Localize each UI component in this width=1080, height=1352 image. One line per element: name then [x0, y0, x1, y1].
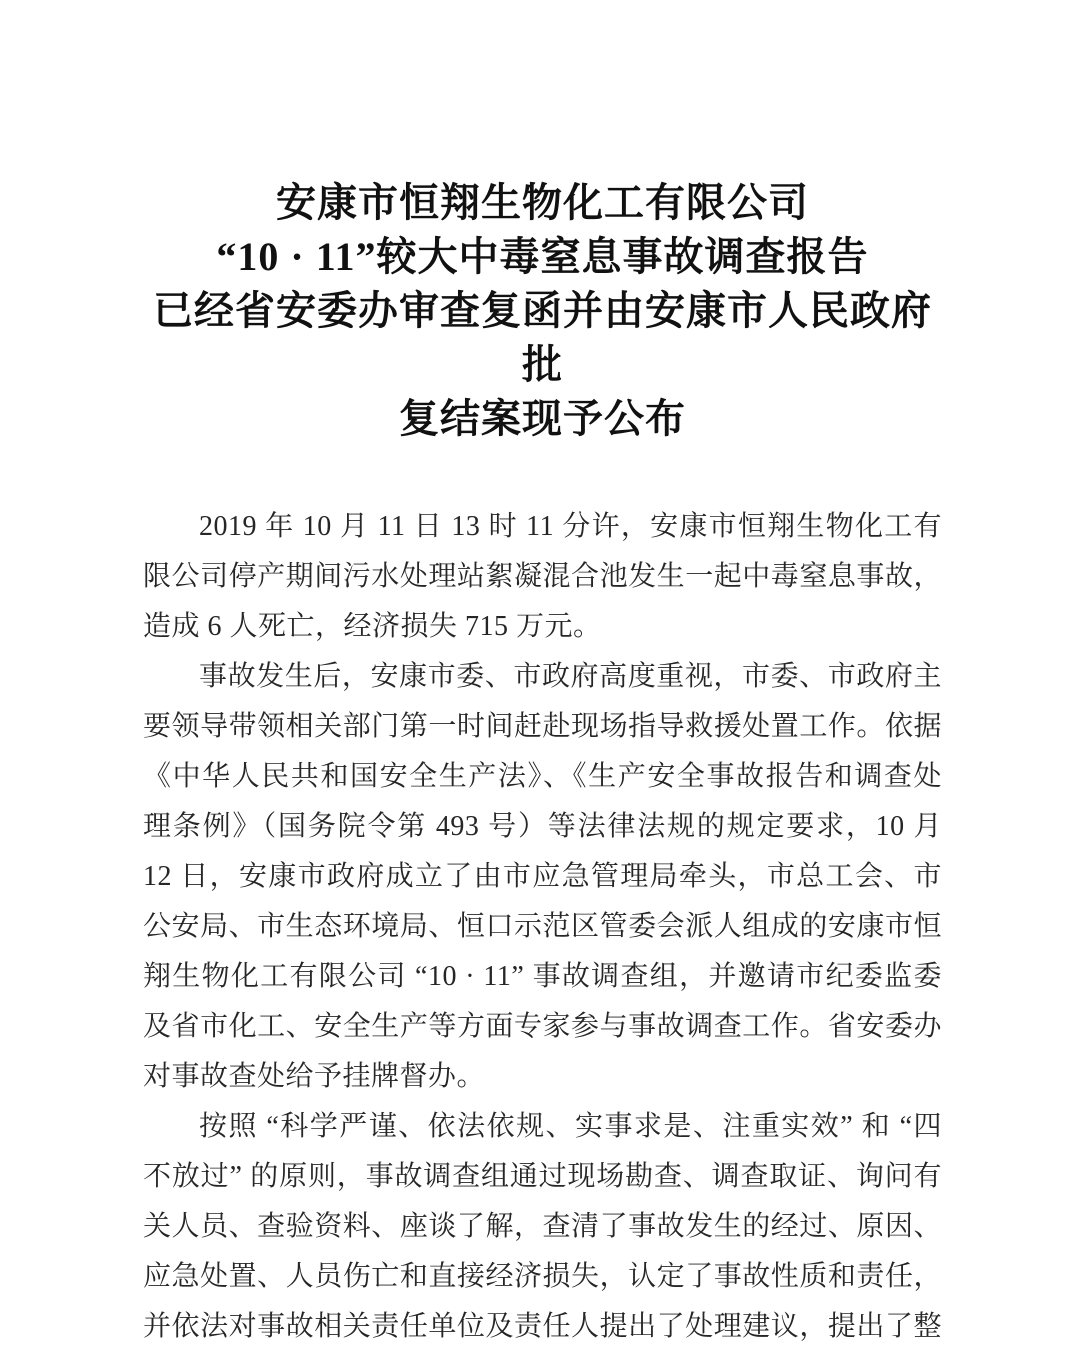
title-line-1: 安康市恒翔生物化工有限公司 [276, 180, 809, 225]
body-line: 不放过” 的原则，事故调查组通过现场勘查、调查取证、询问有 [143, 1161, 942, 1192]
document-title [143, 176, 942, 446]
body-line: 关人员、查验资料、座谈了解，查清了事故发生的经过、原因、 [143, 1211, 942, 1242]
body-line: 12 日，安康市政府成立了由市应急管理局牵头，市总工会、市 [143, 861, 942, 892]
body-line: 《中华人民共和国安全生产法》、《生产安全事故报告和调查处 [143, 761, 942, 792]
paragraph-1 [143, 502, 942, 652]
paragraph-2 [143, 652, 942, 1102]
body-line: 按照 “科学严谨、依法依规、实事求是、注重实效” 和 “四 [199, 1111, 942, 1142]
body-line: 要领导带领相关部门第一时间赶赴现场指导救援处置工作。依据 [143, 711, 942, 742]
document-body [143, 502, 942, 1352]
body-line: 事故发生后，安康市委、市政府高度重视，市委、市政府主 [199, 661, 942, 692]
body-line: 翔生物化工有限公司 “10 · 11” 事故调查组，并邀请市纪委监委 [143, 961, 942, 992]
body-line: 限公司停产期间污水处理站絮凝混合池发生一起中毒窒息事故， [143, 561, 942, 592]
title-line-4: 复结案现予公布 [399, 396, 686, 441]
title-line-2: “10 · 11”较大中毒窒息事故调查报告 [216, 234, 869, 279]
body-line: 2019 年 10 月 11 日 13 时 11 分许，安康市恒翔生物化工有 [199, 511, 942, 542]
body-line: 公安局、市生态环境局、恒口示范区管委会派人组成的安康市恒 [143, 911, 942, 942]
body-line: 对事故查处给予挂牌督办。 [143, 1061, 486, 1092]
body-line: 并依法对事故相关责任单位及责任人提出了处理建议，提出了整 [143, 1311, 942, 1342]
body-line: 应急处置、人员伤亡和直接经济损失，认定了事故性质和责任， [143, 1261, 942, 1292]
title-line-3: 已经省安委办审查复函并由安康市人民政府批 [153, 288, 932, 387]
body-line: 及省市化工、安全生产等方面专家参与事故调查工作。省安委办 [143, 1011, 942, 1042]
body-line: 理条例》（国务院令第 493 号）等法律法规的规定要求，10 月 [143, 811, 942, 842]
body-line: 造成 6 人死亡，经济损失 715 万元。 [143, 611, 602, 642]
paragraph-3 [143, 1102, 942, 1352]
